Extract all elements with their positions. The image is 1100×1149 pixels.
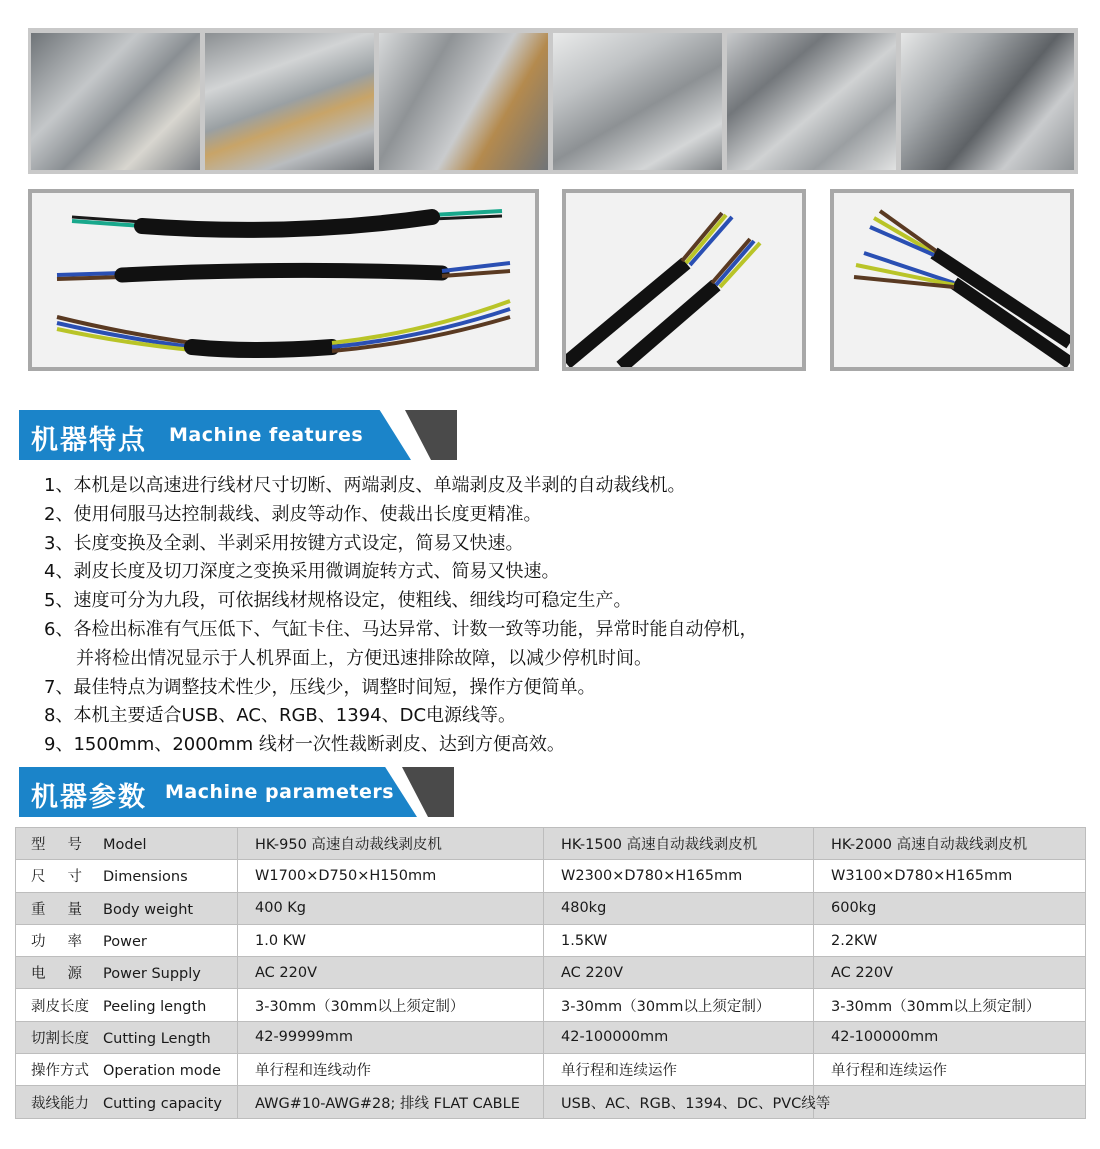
section-header-parameters [19,767,439,817]
param-value: AC 220V [814,957,1086,989]
param-value: 单行程和连线动作 [238,1054,544,1086]
cable-photo [28,189,539,371]
param-value: 1.0 KW [238,924,544,956]
param-label-en: Cutting capacity [103,1095,222,1112]
param-value: HK-950 高速自动裁线剥皮机 [238,828,544,860]
param-label [16,860,238,892]
param-value: 3-30mm（30mm以上须定制） [238,989,544,1021]
table-row [16,828,1086,860]
param-value: 1.5KW [544,924,814,956]
param-label-zh: 切割长度 [31,1030,89,1047]
param-value: 400 Kg [238,892,544,924]
section-header-features [19,410,439,460]
param-label [16,924,238,956]
machine-photo [379,33,548,170]
feature-item: 1、本机是以高速进行线材尺寸切断、两端剥皮、单端剥皮及半剥的自动裁线机。 [44,475,686,496]
table-row [16,892,1086,924]
feature-item: 5、速度可分为九段，可依据线材规格设定，使粗线、细线均可稳定生产。 [44,590,632,612]
param-label [16,1086,238,1118]
param-label-en: Power [103,934,147,951]
table-row [16,989,1086,1021]
table-row [16,924,1086,956]
feature-item: 3、长度变换及全剥、半剥采用按键方式设定，简易又快速。 [44,532,524,554]
param-value: AC 220V [544,957,814,989]
param-label-zh: 剥皮长度 [31,998,89,1015]
param-value: 42-100000mm [544,1021,814,1053]
machine-photo [553,33,722,170]
param-value: W2300×D780×H165mm [544,860,814,892]
param-label [16,957,238,989]
feature-item: 7、最佳特点为调整技术性少，压线少，调整时间短，操作方便简单。 [44,676,596,698]
param-label [16,989,238,1021]
machine-photo [727,33,896,170]
cable-photo [830,189,1074,371]
table-row [16,860,1086,892]
table-row [16,1021,1086,1053]
feature-item: 6、各检出标准有气压低下、气缸卡住、马达异常、计数一致等功能，异常时能自动停机， [44,618,758,640]
table-row [16,1086,1086,1118]
param-value: 3-30mm（30mm以上须定制） [544,989,814,1021]
param-value: HK-2000 高速自动裁线剥皮机 [814,828,1086,860]
param-value: 42-99999mm [238,1021,544,1053]
param-value: 480kg [544,892,814,924]
machine-photo [31,33,200,170]
section-title-zh: 机器特点 [31,425,147,456]
param-label-zh: 尺寸 [31,869,104,886]
param-value: HK-1500 高速自动裁线剥皮机 [544,828,814,860]
param-value: 单行程和连续运作 [544,1054,814,1086]
param-label-en: Body weight [103,901,194,918]
param-label [16,1054,238,1086]
param-label-en: Cutting Length [103,1030,211,1047]
param-value: W1700×D750×H150mm [238,860,544,892]
param-label-en: Model [103,837,147,854]
feature-item: 2、使用伺服马达控制裁线、剥皮等动作、使裁出长度更精准。 [44,503,542,525]
machine-photo [901,33,1074,170]
features-list [44,472,1084,760]
param-value: 600kg [814,892,1086,924]
param-label-zh: 电源 [31,966,104,983]
param-label [16,828,238,860]
machine-photo [205,33,374,170]
param-label-zh: 型号 [31,837,104,854]
param-label [16,1021,238,1053]
param-label [16,892,238,924]
param-value: AC 220V [238,957,544,989]
param-value: AWG#10-AWG#28; 排线 FLAT CABLE [238,1086,544,1118]
param-value: 单行程和连续运作 [814,1054,1086,1086]
param-label-en: Dimensions [103,869,188,886]
param-value: 3-30mm（30mm以上须定制） [814,989,1086,1021]
feature-item: 8、本机主要适合USB、AC、RGB、1394、DC电源线等。 [44,705,517,727]
section-title-zh: 机器参数 [31,782,147,813]
section-title-en: Machine features [169,424,364,446]
param-value: USB、AC、RGB、1394、DC、PVC线等 [544,1086,814,1118]
param-value: 2.2KW [814,924,1086,956]
param-value: W3100×D780×H165mm [814,860,1086,892]
param-label-en: Power Supply [103,966,201,983]
feature-item: 4、剥皮长度及切刀深度之变换采用微调旋转方式、简易又快速。 [44,561,560,583]
table-row [16,957,1086,989]
feature-item-continued: 并将检出情况显示于人机界面上，方便迅速排除故障，以减少停机时间。 [76,647,652,669]
param-value [814,1086,1086,1118]
param-value: 42-100000mm [814,1021,1086,1053]
param-label-zh: 功率 [31,934,104,951]
parameters-table [15,827,1086,1119]
section-title-en: Machine parameters [165,781,395,803]
param-label-zh: 操作方式 [31,1063,89,1080]
param-label-zh: 重量 [31,901,104,918]
param-label-en: Peeling length [103,998,207,1015]
feature-item: 9、1500mm、2000mm 线材一次性裁断剥皮、达到方便高效。 [44,734,565,756]
table-row [16,1054,1086,1086]
param-label-en: Operation mode [103,1063,221,1080]
cable-photo [562,189,806,371]
machine-photo-strip [28,28,1078,174]
param-label-zh: 裁线能力 [31,1095,89,1112]
